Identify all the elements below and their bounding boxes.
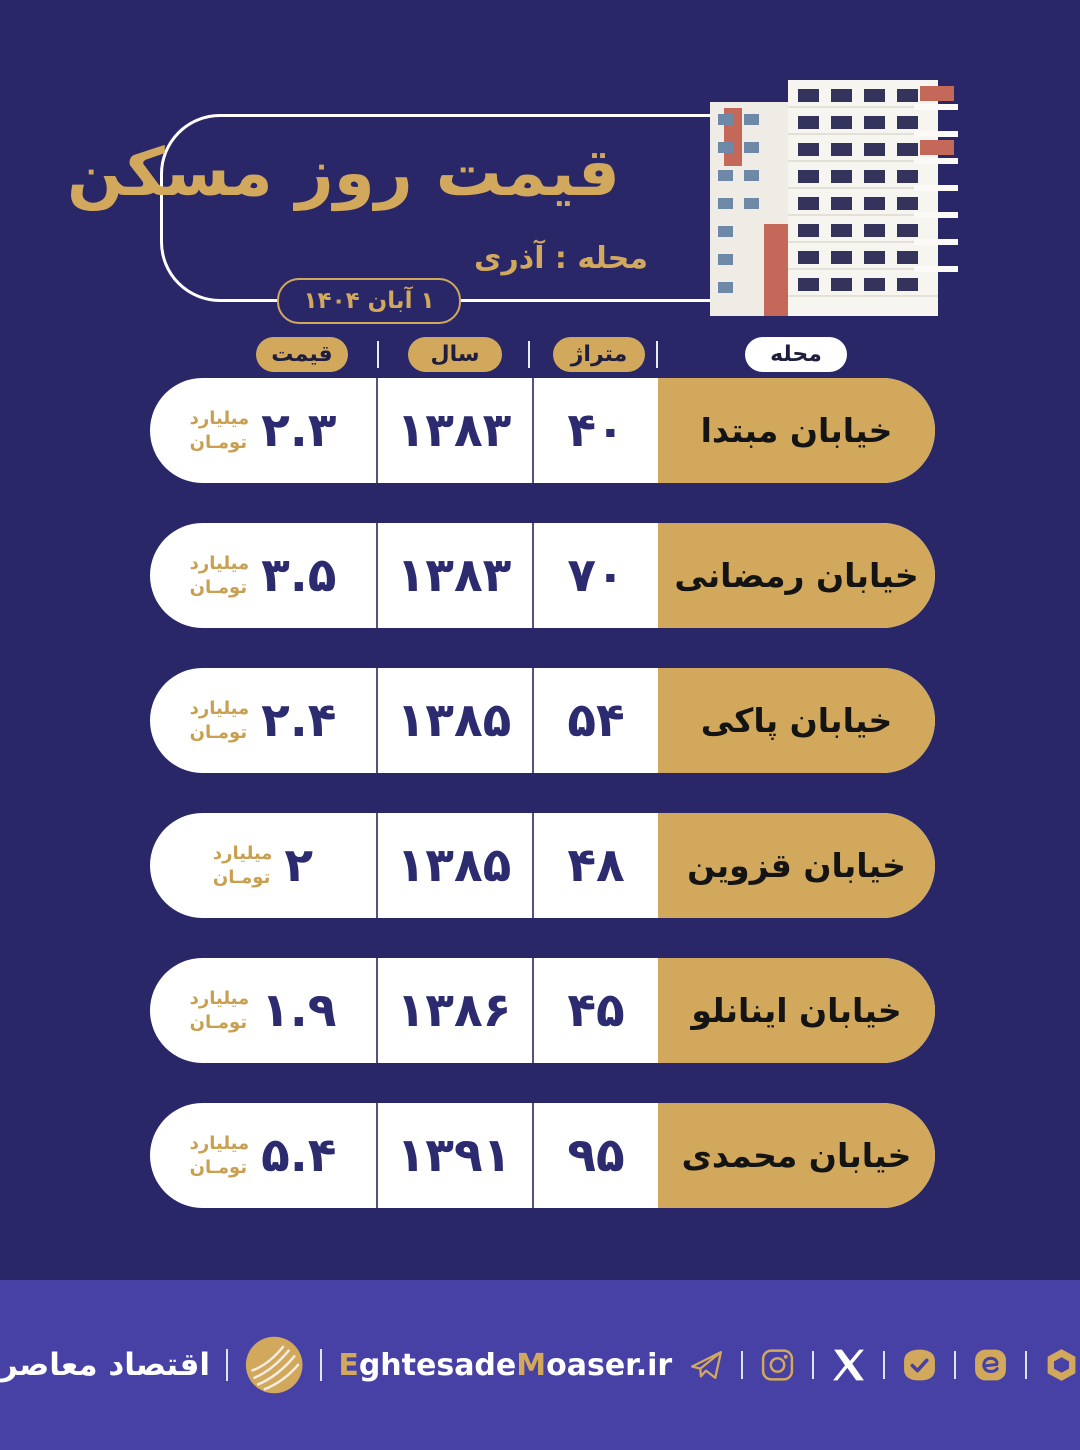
footer-separator bbox=[320, 1349, 322, 1381]
price-unit: میلیارد تومـان bbox=[212, 843, 273, 888]
price-unit: میلیارد تومـان bbox=[189, 553, 250, 598]
column-header-area: متراژ bbox=[553, 337, 645, 372]
area-cell: ۷۰ bbox=[567, 548, 625, 603]
rubika-icon bbox=[1043, 1346, 1080, 1384]
table-row bbox=[150, 523, 935, 628]
neighborhood-name: خیابان قزوین bbox=[658, 813, 935, 918]
price-unit: میلیارد تومـان bbox=[189, 698, 250, 743]
year-cell: ۱۳۸۵ bbox=[396, 838, 512, 893]
header-separator bbox=[528, 341, 530, 368]
instagram-icon bbox=[759, 1346, 796, 1384]
price-cell bbox=[150, 523, 376, 628]
year-cell: ۱۳۸۳ bbox=[396, 403, 512, 458]
table-row bbox=[150, 668, 935, 773]
price-value: ۳.۵ bbox=[261, 548, 337, 603]
area-cell: ۴۸ bbox=[567, 838, 625, 893]
price-value: ۱.۹ bbox=[261, 983, 337, 1038]
year-cell: ۱۳۹۱ bbox=[396, 1128, 512, 1183]
footer-separator bbox=[1025, 1351, 1027, 1379]
price-cell bbox=[150, 958, 376, 1063]
footer-separator bbox=[741, 1351, 743, 1379]
price-cell bbox=[150, 668, 376, 773]
price-cell bbox=[150, 1103, 376, 1208]
neighborhood-name: خیابان محمدی bbox=[658, 1103, 935, 1208]
eitaa-icon bbox=[972, 1346, 1009, 1384]
table-row bbox=[150, 1103, 935, 1208]
column-header-year: سال bbox=[408, 337, 502, 372]
date-badge bbox=[277, 278, 461, 324]
table-row bbox=[150, 378, 935, 483]
area-cell: ۴۰ bbox=[567, 403, 625, 458]
date-text: ۱ آبان ۱۴۰۴ bbox=[303, 288, 435, 314]
column-header-neighborhood: محله bbox=[745, 337, 847, 372]
year-cell: ۱۳۸۵ bbox=[396, 693, 512, 748]
price-cell bbox=[150, 813, 376, 918]
price-value: ۵.۴ bbox=[261, 1128, 337, 1183]
footer-separator bbox=[812, 1351, 814, 1379]
area-cell: ۹۵ bbox=[567, 1128, 625, 1183]
neighborhood-name: خیابان پاکی bbox=[658, 668, 935, 773]
price-unit: میلیارد تومـان bbox=[189, 408, 250, 453]
price-value: ۲ bbox=[284, 838, 314, 893]
footer-separator bbox=[226, 1349, 228, 1381]
brand-logo bbox=[244, 1334, 304, 1396]
neighborhood-name: خیابان اینانلو bbox=[658, 958, 935, 1063]
brand-name-fa: اقتصاد معاصر bbox=[0, 1347, 211, 1383]
year-cell: ۱۳۸۶ bbox=[396, 983, 512, 1038]
footer-separator bbox=[954, 1351, 956, 1379]
year-cell: ۱۳۸۳ bbox=[396, 548, 512, 603]
price-unit: میلیارد تومـان bbox=[189, 1133, 250, 1178]
neighborhood-name: خیابان مبتدا bbox=[658, 378, 935, 483]
column-header-price: قیمت bbox=[256, 337, 348, 372]
area-cell: ۵۴ bbox=[567, 693, 625, 748]
header-separator bbox=[377, 341, 379, 368]
telegram-icon bbox=[688, 1346, 725, 1384]
table-row bbox=[150, 813, 935, 918]
neighborhood-subtitle: محله : آذری bbox=[474, 241, 648, 276]
header-separator bbox=[656, 341, 658, 368]
price-value: ۲.۴ bbox=[261, 693, 337, 748]
table-row bbox=[150, 958, 935, 1063]
price-value: ۲.۳ bbox=[261, 403, 337, 458]
x-icon bbox=[830, 1346, 867, 1384]
bale-icon bbox=[901, 1346, 938, 1384]
price-unit: میلیارد تومـان bbox=[189, 988, 250, 1033]
footer-bar bbox=[0, 1280, 1080, 1450]
website-url: EghtesadeMoaser.ir bbox=[338, 1347, 673, 1383]
neighborhood-name: خیابان رمضانی bbox=[658, 523, 935, 628]
building-image bbox=[668, 76, 968, 316]
footer-separator bbox=[883, 1351, 885, 1379]
page-title: قیمت روز مسکن bbox=[66, 134, 620, 211]
price-cell bbox=[150, 378, 376, 483]
area-cell: ۴۵ bbox=[567, 983, 625, 1038]
